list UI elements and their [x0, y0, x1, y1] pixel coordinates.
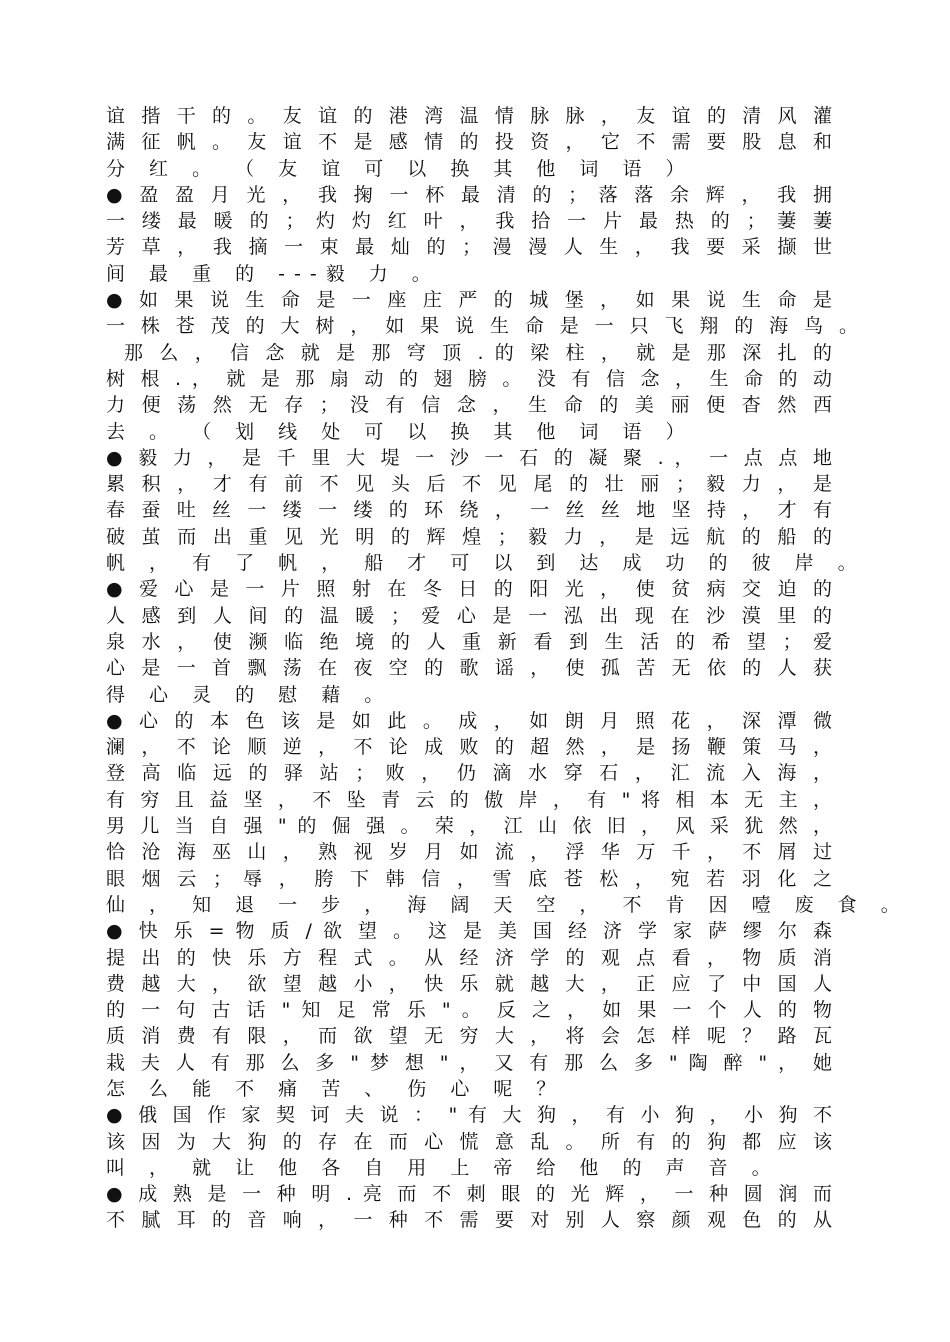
document-body: [106, 103, 909, 1234]
text-line: 人 感 到 人 间 的 温 暖 ； 爱 心 是 一 泓 出 现 在 沙 漠 里 的: [106, 604, 832, 627]
text-line: 叫 ， 就 让 他 各 自 用 上 帝 给 他 的 声 音 。: [106, 1156, 780, 1179]
text-line: 怎 么 能 不 痛 苦 、 伤 心 呢 ？: [106, 1077, 565, 1100]
text-line: ● 俄 国 作 家 契 诃 夫 说 ： " 有 大 狗 ， 有 小 狗 ， 小 狗 不: [106, 1104, 832, 1127]
text-line: 满 征 帆 。 友 谊 不 是 感 情 的 投 资 ， 它 不 需 要 股 息 和: [106, 131, 832, 154]
text-line: 提 出 的 快 乐 方 程 式 。 从 经 济 学 的 观 点 看 ， 物 质 消: [106, 946, 832, 969]
text-line: ● 毅 力 ， 是 千 里 大 堤 一 沙 一 石 的 凝 聚 . ， 一 点 点 地: [106, 446, 832, 469]
text-line: ● 成 熟 是 一 种 明 . 亮 而 不 刺 眼 的 光 辉 ， 一 种 圆 润 而: [106, 1183, 832, 1206]
text-line: ● 盈 盈 月 光 ， 我 掬 一 杯 最 清 的 ； 落 落 余 辉 ， 我 拥: [106, 183, 832, 206]
text-line: 芳 草 ， 我 摘 一 束 最 灿 的 ； 漫 漫 人 生 ， 我 要 采 撷 世: [106, 236, 832, 259]
text-line: 分 红 。 （ 友 谊 可 以 换 其 他 词 语 ）: [106, 157, 694, 180]
text-line: ● 如 果 说 生 命 是 一 座 庄 严 的 城 堡 ， 如 果 说 生 命 是: [106, 289, 832, 312]
text-line: 泉 水 ， 使 濒 临 绝 境 的 人 重 新 看 到 生 活 的 希 望 ； 爱: [106, 630, 832, 653]
text-line: ● 爱 心 是 一 片 照 射 在 冬 日 的 阳 光 ， 使 贫 病 交 迫 的: [106, 578, 832, 601]
text-line: 谊 揩 干 的 。 友 谊 的 港 湾 温 情 脉 脉 ， 友 谊 的 清 风 灌: [106, 105, 832, 127]
text-line: 去 。 （ 划 线 处 可 以 换 其 他 词 语 ）: [106, 420, 694, 443]
text-line: 男 儿 当 自 强 " 的 倔 强 。 荣 ， 江 山 依 旧 ， 风 采 犹 然 ，: [106, 815, 832, 838]
text-line: 不 腻 耳 的 音 响 ， 一 种 不 需 要 对 别 人 察 颜 观 色 的 从: [106, 1209, 832, 1232]
text-line: 力 便 荡 然 无 存 ； 没 有 信 念 ， 生 命 的 美 丽 便 杳 然 西: [106, 394, 832, 417]
text-line: 得 心 灵 的 慰 藉 。: [106, 683, 393, 706]
text-line: 仙 ， 知 退 一 步 ， 海 阔 天 空 ， 不 肯 因 噎 废 食 。: [106, 893, 909, 916]
text-line: 心 是 一 首 飘 荡 在 夜 空 的 歌 谣 ， 使 孤 苦 无 依 的 人 获: [106, 657, 832, 680]
text-line: 恰 沧 海 巫 山 ， 熟 视 岁 月 如 流 ， 浮 华 万 千 ， 不 屑 过: [106, 841, 832, 864]
text-line: 有 穷 且 益 坚 ， 不 坠 青 云 的 傲 岸 ， 有 " 将 相 本 无 主 ，: [106, 788, 832, 811]
text-line: 费 越 大 ， 欲 望 越 小 ， 快 乐 就 越 大 ， 正 应 了 中 国 人: [106, 972, 832, 995]
text-line: 累 积 ， 才 有 前 不 见 头 后 不 见 尾 的 壮 丽 ； 毅 力 ， 是: [106, 473, 832, 496]
text-line: 眼 烟 云 ； 辱 ， 胯 下 韩 信 ， 雪 底 苍 松 ， 宛 若 羽 化 之: [106, 867, 832, 890]
text-line: 春 蚕 吐 丝 一 缕 一 缕 的 环 绕 ， 一 丝 丝 地 坚 持 ， 才 有: [106, 499, 832, 522]
text-line: 帆 ， 有 了 帆 ， 船 才 可 以 到 达 成 功 的 彼 岸 。: [106, 552, 866, 575]
text-line: 间 最 重 的 ---毅 力 。: [106, 262, 440, 285]
text-line: 一 缕 最 暖 的 ； 灼 灼 红 叶 ， 我 拾 一 片 最 热 的 ； 萋 萋: [106, 210, 832, 233]
text-line: 那 么 ， 信 念 就 是 那 穹 顶 . 的 梁 柱 ， 就 是 那 深 扎 的: [124, 341, 832, 364]
text-line: ● 心 的 本 色 该 是 如 此 。 成 ， 如 朗 月 照 花 ， 深 潭 微: [106, 709, 832, 732]
text-line: ● 快 乐 = 物 质 / 欲 望 。 这 是 美 国 经 济 学 家 萨 缪 尔 森: [106, 920, 832, 943]
text-line: 登 高 临 远 的 驿 站 ； 败 ， 仍 滴 水 穿 石 ， 汇 流 入 海 ，: [106, 762, 832, 785]
text-line: 破 茧 而 出 重 见 光 明 的 辉 煌 ； 毅 力 ， 是 远 航 的 船 的: [106, 525, 832, 548]
text-line: 澜 ， 不 论 顺 逆 ， 不 论 成 败 的 超 然 ， 是 扬 鞭 策 马 ，: [106, 736, 832, 759]
text-line: 一 株 苍 茂 的 大 树 ， 如 果 说 生 命 是 一 只 飞 翔 的 海 鸟 。: [106, 315, 858, 338]
text-line: 的 一 句 古 话 " 知 足 常 乐 " 。 反 之 ， 如 果 一 个 人 的 物: [106, 999, 832, 1022]
text-line: 树 根 . ， 就 是 那 扇 动 的 翅 膀 。 没 有 信 念 ， 生 命 的 动: [106, 367, 832, 390]
text-line: 该 因 为 大 狗 的 存 在 而 心 慌 意 乱 。 所 有 的 狗 都 应 该: [106, 1130, 832, 1153]
text-line: 栽 夫 人 有 那 么 多 " 梦 想 " ， 又 有 那 么 多 " 陶 醉 " ， 她: [106, 1051, 832, 1074]
text-line: 质 消 费 有 限 ， 而 欲 望 无 穷 大 ， 将 会 怎 样 呢 ？ 路 瓦: [106, 1025, 832, 1048]
